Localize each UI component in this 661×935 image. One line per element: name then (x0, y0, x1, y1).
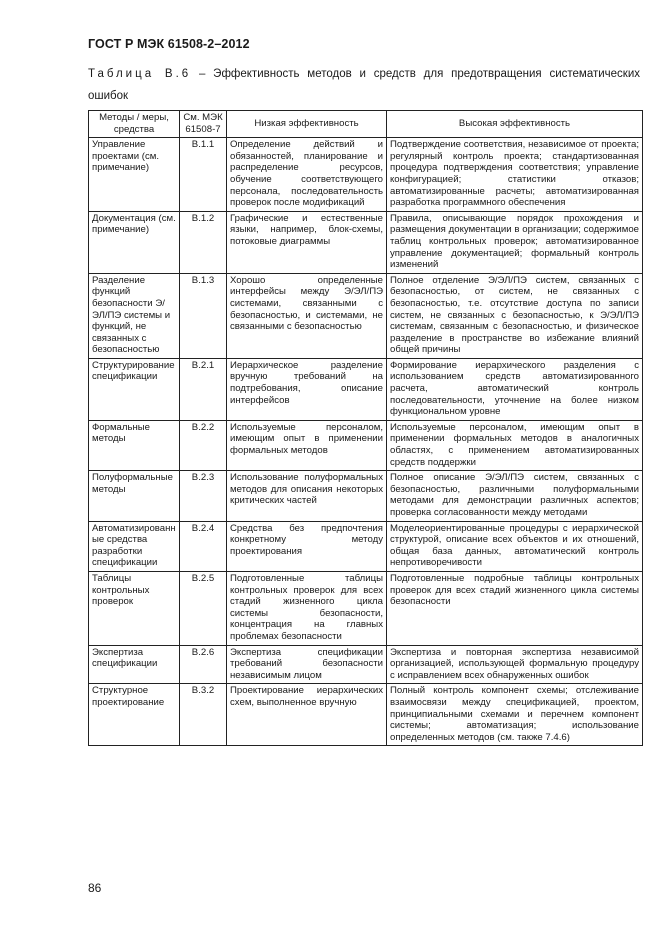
column-header-reference: См. МЭК 61508-7 (180, 111, 227, 138)
effectiveness-table-container (88, 110, 642, 746)
column-header-methods: Методы / меры, средства (89, 111, 180, 138)
cell-reference: B.2.2 (180, 420, 227, 470)
cell-reference: B.1.1 (180, 138, 227, 212)
cell-method: Экспертиза спецификации (89, 645, 180, 684)
table-row (89, 471, 643, 521)
cell-high-effectiveness: Полное отделение Э/ЭЛ/ПЭ систем, связанных с безопасностью, от систем, не связанных с безопасностью, т.е. отсутствие доступа по записи систем, не связанных с безопасностью, к Э/ЭЛ/ПЭ системам, связанным с безопасностью, и физическое разделение в пространстве во избежание влияний общей причины (387, 273, 643, 358)
table-row (89, 521, 643, 571)
cell-low-effectiveness: Графические и естественные языки, например, блок-схемы, потоковые диаграммы (227, 211, 387, 273)
column-header-low-effectiveness: Низкая эффективность (227, 111, 387, 138)
cell-high-effectiveness: Подготовленные подробные таблицы контрольных проверок для всех стадий жизненного цикла системы безопасности (387, 571, 643, 645)
table-header-row (89, 111, 643, 138)
cell-method: Полуформальные методы (89, 471, 180, 521)
cell-low-effectiveness: Использование полуформальных методов для описания некоторых критических частей (227, 471, 387, 521)
cell-high-effectiveness: Используемые персоналом, имеющим опыт в применении формальных методов в аналогичных областях, с применением автоматизированных средств поддержки (387, 420, 643, 470)
table-row (89, 273, 643, 358)
table-row (89, 684, 643, 746)
cell-reference: B.2.4 (180, 521, 227, 571)
cell-method: Структурирование спецификации (89, 358, 180, 420)
cell-high-effectiveness: Полный контроль компонент схемы; отслеживание взаимосвязи между спецификацией, проектом, принципиальными схемами и перечнем компонент системы; автоматизация; использование определенных методов (см. также 7.4.6) (387, 684, 643, 746)
table-row (89, 420, 643, 470)
table-row (89, 645, 643, 684)
cell-high-effectiveness: Экспертиза и повторная экспертиза независимой организацией, использующей формальную процедуру с исправлением всех обнаруженных ошибок (387, 645, 643, 684)
table-row (89, 211, 643, 273)
cell-reference: B.1.3 (180, 273, 227, 358)
cell-low-effectiveness: Определение действий и обязанностей, планирование и распределение ресурсов, обучение соответствующего персонала, последовательность проверок после модификаций (227, 138, 387, 212)
cell-method: Структурное проектирование (89, 684, 180, 746)
cell-reference: B.2.1 (180, 358, 227, 420)
cell-high-effectiveness: Подтверждение соответствия, независимое от проекта; регулярный контроль проекта; стандартизованная процедура подтверждения соответствия; управление конфигурацией; статистики отказов; автоматизированные расчеты; автоматизированная разработка программного обеспечения (387, 138, 643, 212)
cell-reference: B.3.2 (180, 684, 227, 746)
cell-high-effectiveness: Формирование иерархического разделения с использованием средств автоматизированного расчета, автоматический контроль последовательности, уточнение на более низком функциональном уровне (387, 358, 643, 420)
cell-low-effectiveness: Средства без предпочтения конкретному методу проектирования (227, 521, 387, 571)
column-header-high-effectiveness: Высокая эффективность (387, 111, 643, 138)
cell-reference: B.2.5 (180, 571, 227, 645)
table-body (89, 138, 643, 746)
cell-method: Автоматизированные средства разработки спецификации (89, 521, 180, 571)
effectiveness-table (88, 110, 643, 746)
cell-method: Формальные методы (89, 420, 180, 470)
table-caption-label: Таблица В.6 (88, 68, 192, 80)
cell-reference: B.2.3 (180, 471, 227, 521)
standard-code-header: ГОСТ Р МЭК 61508-2–2012 (88, 37, 250, 51)
cell-method: Управление проектами (см. примечание) (89, 138, 180, 212)
cell-low-effectiveness: Экспертиза спецификации требований безопасности независимым лицом (227, 645, 387, 684)
cell-method: Таблицы контрольных проверок (89, 571, 180, 645)
cell-high-effectiveness: Моделеориентированные процедуры с иерархической структурой, описание всех объектов и их отношений, общая база данных, автоматический контроль непротиворечивости (387, 521, 643, 571)
page-number: 86 (88, 881, 102, 895)
cell-low-effectiveness: Иерархическое разделение вручную требований на подтребования, описание интерфейсов (227, 358, 387, 420)
table-caption (88, 63, 640, 107)
cell-low-effectiveness: Хорошо определенные интерфейсы между Э/ЭЛ/ПЭ системами, связанными с безопасностью, и системами, не связанными с безопасностью (227, 273, 387, 358)
table-caption-text: – Эффективность методов и средств для предотвращения систематических ошибок (88, 68, 641, 102)
cell-low-effectiveness: Подготовленные таблицы контрольных проверок для всех стадий жизненного цикла системы безопасности, концентрация на главных проблемах безопасности (227, 571, 387, 645)
cell-reference: B.2.6 (180, 645, 227, 684)
table-row (89, 358, 643, 420)
cell-high-effectiveness: Полное описание Э/ЭЛ/ПЭ систем, связанных с безопасностью, различными полуформальными методами для демонстрации различных аспектов; проверка согласованности между методами (387, 471, 643, 521)
cell-high-effectiveness: Правила, описывающие порядок прохождения и размещения документации в организации; содержимое таблиц контрольных проверок; автоматизированное управление документацией; формальный контроль изменений (387, 211, 643, 273)
cell-low-effectiveness: Используемые персоналом, имеющим опыт в применении формальных методов (227, 420, 387, 470)
cell-method: Разделение функций безопасности Э/ЭЛ/ПЭ системы и функций, не связанных с безопасностью (89, 273, 180, 358)
cell-method: Документация (см. примечание) (89, 211, 180, 273)
table-row (89, 138, 643, 212)
cell-reference: B.1.2 (180, 211, 227, 273)
table-row (89, 571, 643, 645)
cell-low-effectiveness: Проектирование иерархических схем, выполненное вручную (227, 684, 387, 746)
